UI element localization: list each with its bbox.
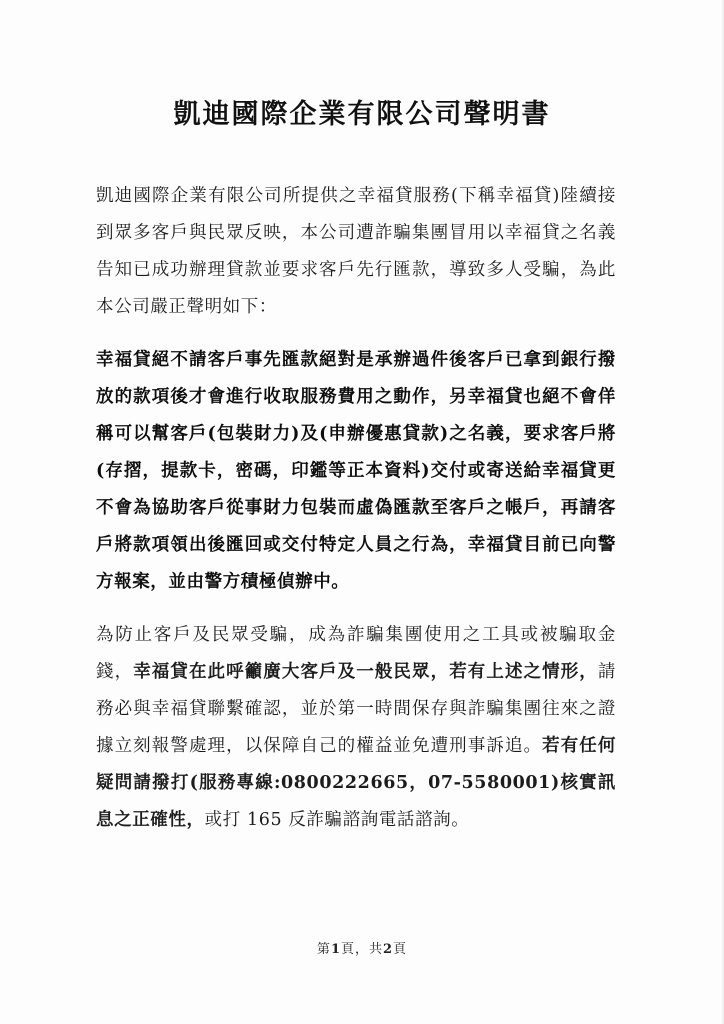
warning-sentence-2: 幸福貸在此呼籲廣大客戶及一般民眾，若有上述之情形， [133,662,598,682]
warning-paragraph [96,617,616,839]
document-title: 凱迪國際企業有限公司聲明書 [173,99,551,130]
warning-sentence-1: 為防止客戶及民眾受騙，成為詐騙集團使用之工具或被騙取金錢， [96,625,616,682]
page-mid: 頁，共 [340,942,383,957]
hotline-sentence: 若有任何疑問請撥打(服務專線:0800222665，07-5580001)核實訊息之正確性， [96,736,616,830]
warning-sentence-3: 請務必與幸福貸聯繫確認，並於第一時間保存與詐騙集團往來之證據立刻報警處理，以保障自己的權益並免遭刑事訴追。 [96,662,617,756]
current-page: 1 [330,942,341,957]
document-body [96,178,616,855]
page-number [0,938,724,957]
anti-fraud-sentence: 或打 165 反詐騙諮詢電話諮詢。 [204,810,470,830]
total-pages: 2 [383,942,394,957]
policy-paragraph: 幸福貸絕不請客戶事先匯款絕對是承辦過件後客戶已拿到銀行撥放的款項後才會進行收取服務費用之動作，另幸福貸也絕不會佯稱可以幫客戶(包裝財力)及(申辦優惠貸款)之名義，要求客戶將(存摺，提款卡，密碼，印鑑等正本資料)交付或寄送給幸福貸更不會為協助客戶從事財力包裝而虛偽匯款至客戶之帳戶，再請客戶將款項領出後匯回或交付特定人員之行為，幸福貸目前已向警方報案，並由警方積極偵辦中。 [96,350,616,592]
intro-paragraph: 凱迪國際企業有限公司所提供之幸福貸服務(下稱幸福貸)陸續接到眾多客戶與民眾反映，本公司遭詐騙集團冒用以幸福貸之名義告知已成功辦理貸款並要求客戶先行匯款，導致多人受騙，為此本公司嚴正聲明如下： [96,186,616,317]
page-prefix: 第 [316,942,331,957]
page-suffix: 頁 [393,942,408,957]
